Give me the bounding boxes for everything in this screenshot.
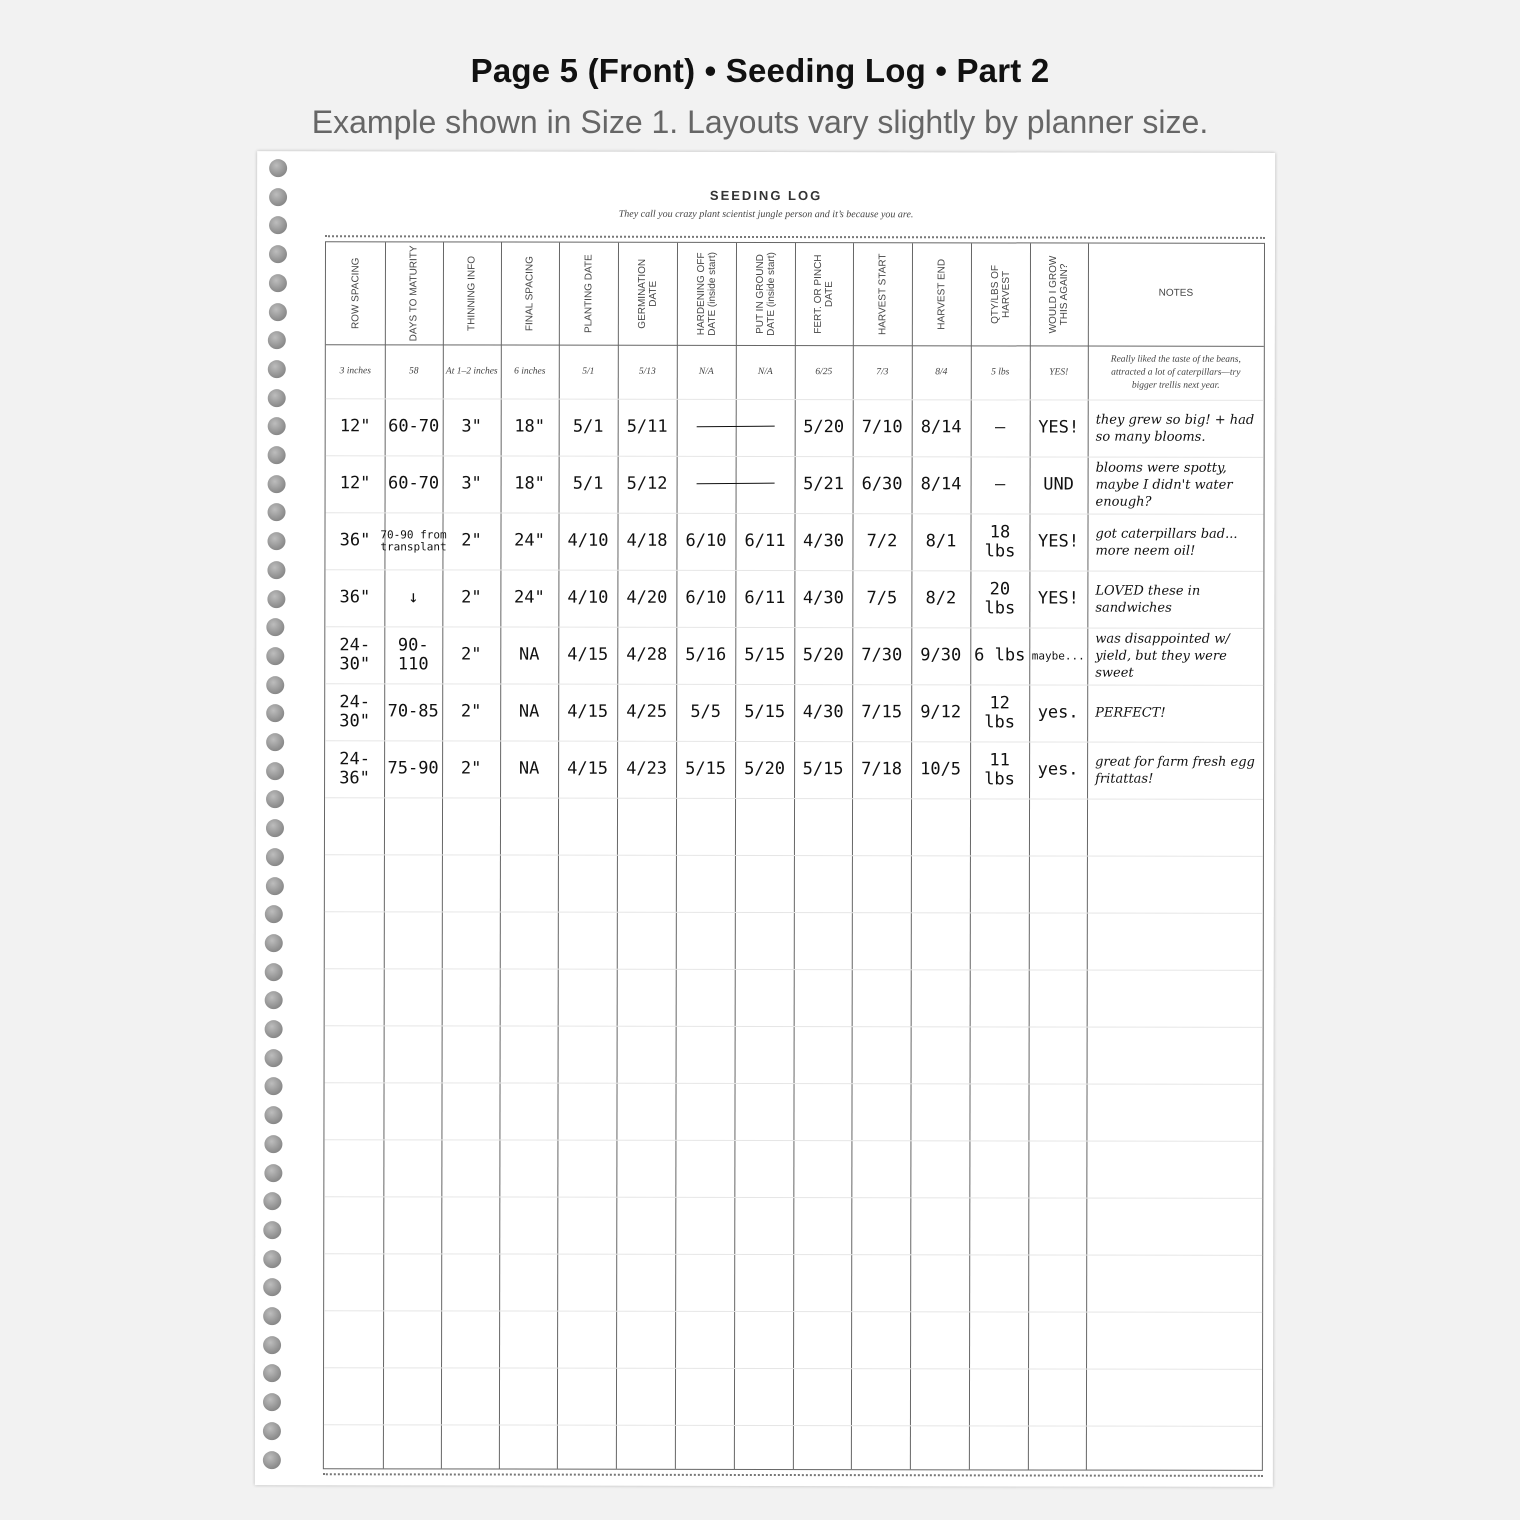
log-cell: 75-90: [387, 758, 439, 779]
binding-hole: [263, 1365, 281, 1383]
log-cell: 5/15: [744, 701, 786, 723]
log-cell: [736, 456, 795, 513]
log-cell: 9/12: [920, 702, 962, 723]
log-cell: 60-70: [387, 473, 440, 494]
log-cell: 5/16: [685, 644, 727, 665]
log-cell: YES!: [1037, 531, 1079, 552]
log-cell: yes.: [1037, 759, 1079, 780]
log-cell: 36": [339, 587, 371, 608]
log-cell: 4/18: [626, 530, 668, 551]
example-cell: Really liked the taste of the beans, attracted a lot of caterpillars—try bigger trellis next year.: [1110, 354, 1241, 391]
log-cell: 5/1: [572, 473, 604, 494]
log-cell: ↓: [408, 587, 419, 608]
binding-hole: [269, 274, 287, 292]
log-cell: 4/20: [626, 587, 668, 608]
log-cell: UND: [1043, 474, 1074, 495]
log-cell: 9/30: [920, 645, 962, 666]
example-cell: 58: [409, 365, 419, 376]
log-cell: 5/20: [803, 417, 845, 438]
binding-hole: [264, 1078, 282, 1096]
column-header-label: HARDENING OFF DATE (inside start): [695, 252, 718, 336]
log-cell: —: [995, 417, 1006, 438]
binding-hole: [263, 1250, 281, 1268]
column-header: [912, 243, 971, 345]
log-cell: 90-110: [397, 634, 429, 674]
log-cell: 24": [514, 587, 545, 608]
column-header: [1088, 244, 1264, 346]
log-cell: 2": [461, 530, 482, 551]
log-cell: 4/30: [802, 588, 844, 609]
log-cell: 4/28: [626, 644, 668, 665]
log-title: SEEDING LOG: [709, 187, 823, 204]
column-header: [559, 243, 618, 345]
log-cell: 60-70: [388, 416, 440, 437]
binding-hole: [263, 1422, 281, 1440]
planner-page: [255, 151, 1275, 1487]
log-cell: 4/30: [802, 702, 844, 723]
log-cell: 7/10: [861, 417, 903, 438]
log-cell: 4/25: [626, 701, 668, 722]
binding-hole: [266, 676, 284, 694]
log-cell: 8/2: [925, 588, 957, 609]
notes-cell: LOVED these in sandwiches: [1095, 583, 1201, 616]
log-cell: 18": [514, 473, 545, 494]
example-cell: 8/4: [935, 366, 948, 377]
column-header-label: WOULD I GROW THIS AGAIN?: [1047, 255, 1070, 334]
example-cell: 5 lbs: [991, 366, 1010, 377]
binding-hole: [264, 1192, 282, 1210]
binding-hole: [267, 504, 285, 522]
binding-hole: [269, 245, 287, 263]
log-cell: 7/30: [861, 645, 903, 666]
log-cell: 4/23: [626, 758, 668, 779]
notes-cell: great for farm fresh egg fritattas!: [1095, 754, 1255, 787]
log-cell: 4/15: [567, 644, 609, 665]
log-cell: 12 lbs: [984, 692, 1016, 732]
log-cell: 70-90 from transplant: [380, 527, 447, 553]
log-cell: 11 lbs: [984, 749, 1015, 789]
log-cell: 18": [514, 416, 546, 437]
notes-cell: they grew so big! + had so many blooms.: [1095, 412, 1255, 445]
column-header-label: PLANTING DATE: [582, 254, 594, 334]
hand-drawn-dash: [697, 482, 775, 484]
binding-hole: [264, 1106, 282, 1124]
log-cell: [677, 456, 736, 513]
log-cell: YES!: [1038, 417, 1080, 438]
log-cell: 6 lbs: [974, 645, 1026, 666]
binding-hole: [268, 417, 286, 435]
binding-hole: [265, 991, 283, 1009]
binding-hole: [266, 733, 284, 751]
top-dotted-divider: [325, 235, 1265, 239]
log-cell: 24-30": [339, 634, 371, 674]
example-cell: 6/25: [815, 366, 833, 377]
log-cell: [677, 399, 736, 456]
example-cell: 5/1: [582, 366, 595, 377]
log-cell: 4/30: [802, 531, 844, 552]
log-cell: 5/20: [744, 758, 786, 780]
binding-hole: [266, 819, 284, 837]
binding-hole: [265, 1020, 283, 1038]
log-cell: 5/12: [626, 473, 668, 494]
log-cell: 24-36": [339, 748, 370, 788]
log-cell: 10/5: [920, 759, 962, 780]
hand-drawn-dash: [697, 425, 775, 427]
log-cell: 2": [460, 701, 482, 722]
notes-cell: blooms were spotty, maybe I didn't water enough?: [1095, 460, 1233, 510]
binding-hole: [265, 934, 283, 952]
binding-hole: [266, 704, 284, 722]
log-cell: 7/15: [861, 702, 903, 723]
binding-hole: [265, 963, 283, 981]
binding-hole: [266, 791, 284, 809]
binding-hole: [267, 618, 285, 636]
log-cell: NA: [519, 644, 540, 665]
log-cell: 4/10: [567, 587, 609, 608]
binding-hole: [266, 762, 284, 780]
notes-cell: PERFECT!: [1095, 705, 1166, 721]
log-cell: 6/10: [685, 587, 727, 608]
example-cell: N/A: [757, 366, 773, 377]
binding-hole: [264, 1135, 282, 1153]
binding-hole: [263, 1336, 281, 1354]
binding-hole: [268, 303, 286, 321]
column-header-label: PUT IN GROUND DATE (inside start): [754, 252, 777, 336]
column-header: [443, 242, 501, 344]
binding-hole: [263, 1393, 281, 1411]
column-header: [326, 242, 385, 344]
example-cell: At 1–2 inches: [445, 365, 498, 377]
log-cell: 6/30: [861, 474, 903, 495]
log-cell: 4/15: [567, 758, 609, 779]
log-cell: YES!: [1037, 588, 1079, 609]
example-cell: 5/13: [638, 366, 656, 377]
page-subheading: Example shown in Size 1. Layouts vary slightly by planner size.: [311, 104, 1209, 140]
column-header-label: NOTES: [1158, 287, 1194, 299]
log-cell: 18 lbs: [984, 521, 1016, 561]
column-header-label: ROW SPACING: [349, 257, 361, 330]
bottom-dotted-divider: [323, 1473, 1263, 1477]
binding-hole: [268, 389, 286, 407]
binding-hole: [267, 647, 285, 665]
log-cell: 7/2: [866, 531, 898, 552]
log-cell: 7/18: [861, 759, 903, 780]
column-header: [501, 243, 559, 345]
column-header: [853, 243, 912, 345]
log-cell: NA: [518, 758, 540, 779]
column-header: [677, 243, 736, 345]
log-cell: 5/1: [572, 416, 604, 437]
spiral-binding-holes: [255, 151, 297, 1485]
log-cell: 5/15: [802, 759, 844, 780]
notes-cell: got caterpillars bad... more neem oil!: [1095, 526, 1238, 559]
binding-hole: [269, 217, 287, 235]
log-cell: 5/11: [626, 416, 668, 437]
column-header: [736, 243, 795, 345]
log-cell: 20 lbs: [984, 578, 1016, 618]
log-cell: 12": [339, 416, 371, 437]
log-cell: maybe...: [1031, 648, 1085, 663]
log-cell: [736, 399, 795, 456]
binding-hole: [267, 532, 285, 550]
binding-hole: [263, 1278, 281, 1296]
binding-hole: [264, 1049, 282, 1067]
column-header: [971, 243, 1030, 345]
log-cell: 2": [461, 644, 482, 665]
example-cell: 6 inches: [514, 366, 546, 377]
log-cell: —: [994, 474, 1006, 495]
notes-cell: was disappointed w/ yield, but they were sweet: [1095, 631, 1230, 681]
example-cell: 3 inches: [339, 365, 371, 376]
column-header: [1030, 243, 1088, 345]
binding-hole: [263, 1307, 281, 1325]
binding-hole: [266, 848, 284, 866]
column-header: [618, 243, 677, 345]
binding-hole: [267, 561, 285, 579]
log-cell: 2": [460, 758, 482, 779]
binding-hole: [268, 360, 286, 378]
log-cell: 36": [339, 530, 371, 551]
example-cell: 7/3: [876, 366, 889, 377]
log-cell: NA: [518, 701, 540, 722]
binding-hole: [268, 331, 286, 349]
binding-hole: [264, 1221, 282, 1239]
binding-hole: [268, 446, 286, 464]
column-header-label: HARVEST END: [935, 258, 947, 330]
log-cell: yes.: [1037, 702, 1079, 723]
column-header: [795, 243, 853, 345]
log-cell: 6/11: [744, 587, 786, 609]
column-header-label: THINNING INFO: [466, 255, 478, 331]
log-cell: 6/10: [685, 530, 727, 551]
binding-hole: [269, 159, 287, 177]
log-cell: 4/10: [567, 530, 609, 551]
log-cell: 5/15: [744, 644, 786, 666]
column-header-label: FERT. OR PINCH DATE: [812, 254, 835, 334]
log-cell: 5/20: [802, 645, 844, 666]
column-header-label: GERMINATION DATE: [636, 258, 659, 329]
binding-hole: [267, 590, 285, 608]
log-cell: 5/5: [690, 701, 722, 722]
log-cell: 4/15: [567, 701, 609, 722]
log-cell: 7/5: [866, 588, 898, 609]
log-cell: 24": [514, 530, 545, 551]
log-cell: 5/21: [803, 474, 845, 495]
column-header-label: HARVEST START: [876, 253, 888, 335]
log-cell: 24-30": [339, 691, 371, 731]
log-cell: 8/14: [920, 474, 962, 495]
log-cell: 2": [461, 587, 482, 608]
log-tagline: They call you crazy plant scientist jungle person and it’s because you are.: [618, 208, 914, 221]
binding-hole: [267, 475, 285, 493]
seeding-log-table: [323, 241, 1265, 1471]
log-cell: 70-85: [387, 701, 439, 722]
binding-hole: [262, 1451, 280, 1469]
example-cell: YES!: [1049, 366, 1069, 378]
column-header-label: FINAL SPACING: [524, 256, 536, 332]
column-header: [385, 242, 443, 344]
log-cell: 3": [461, 416, 482, 437]
column-header-label: QTY/LBS OF HARVEST: [989, 264, 1012, 324]
log-cell: 5/15: [685, 758, 727, 779]
log-cell: 8/1: [925, 531, 957, 552]
example-cell: N/A: [698, 366, 714, 377]
column-header-label: DAYS TO MATURITY: [408, 245, 420, 342]
log-cell: 6/11: [744, 530, 786, 552]
log-cell: 12": [339, 473, 371, 494]
binding-hole: [265, 905, 283, 923]
page-heading: Page 5 (Front) • Seeding Log • Part 2: [470, 52, 1050, 89]
log-cell: 8/14: [920, 417, 962, 438]
binding-hole: [264, 1164, 282, 1182]
binding-hole: [265, 877, 283, 895]
log-cell: 3": [461, 473, 482, 494]
